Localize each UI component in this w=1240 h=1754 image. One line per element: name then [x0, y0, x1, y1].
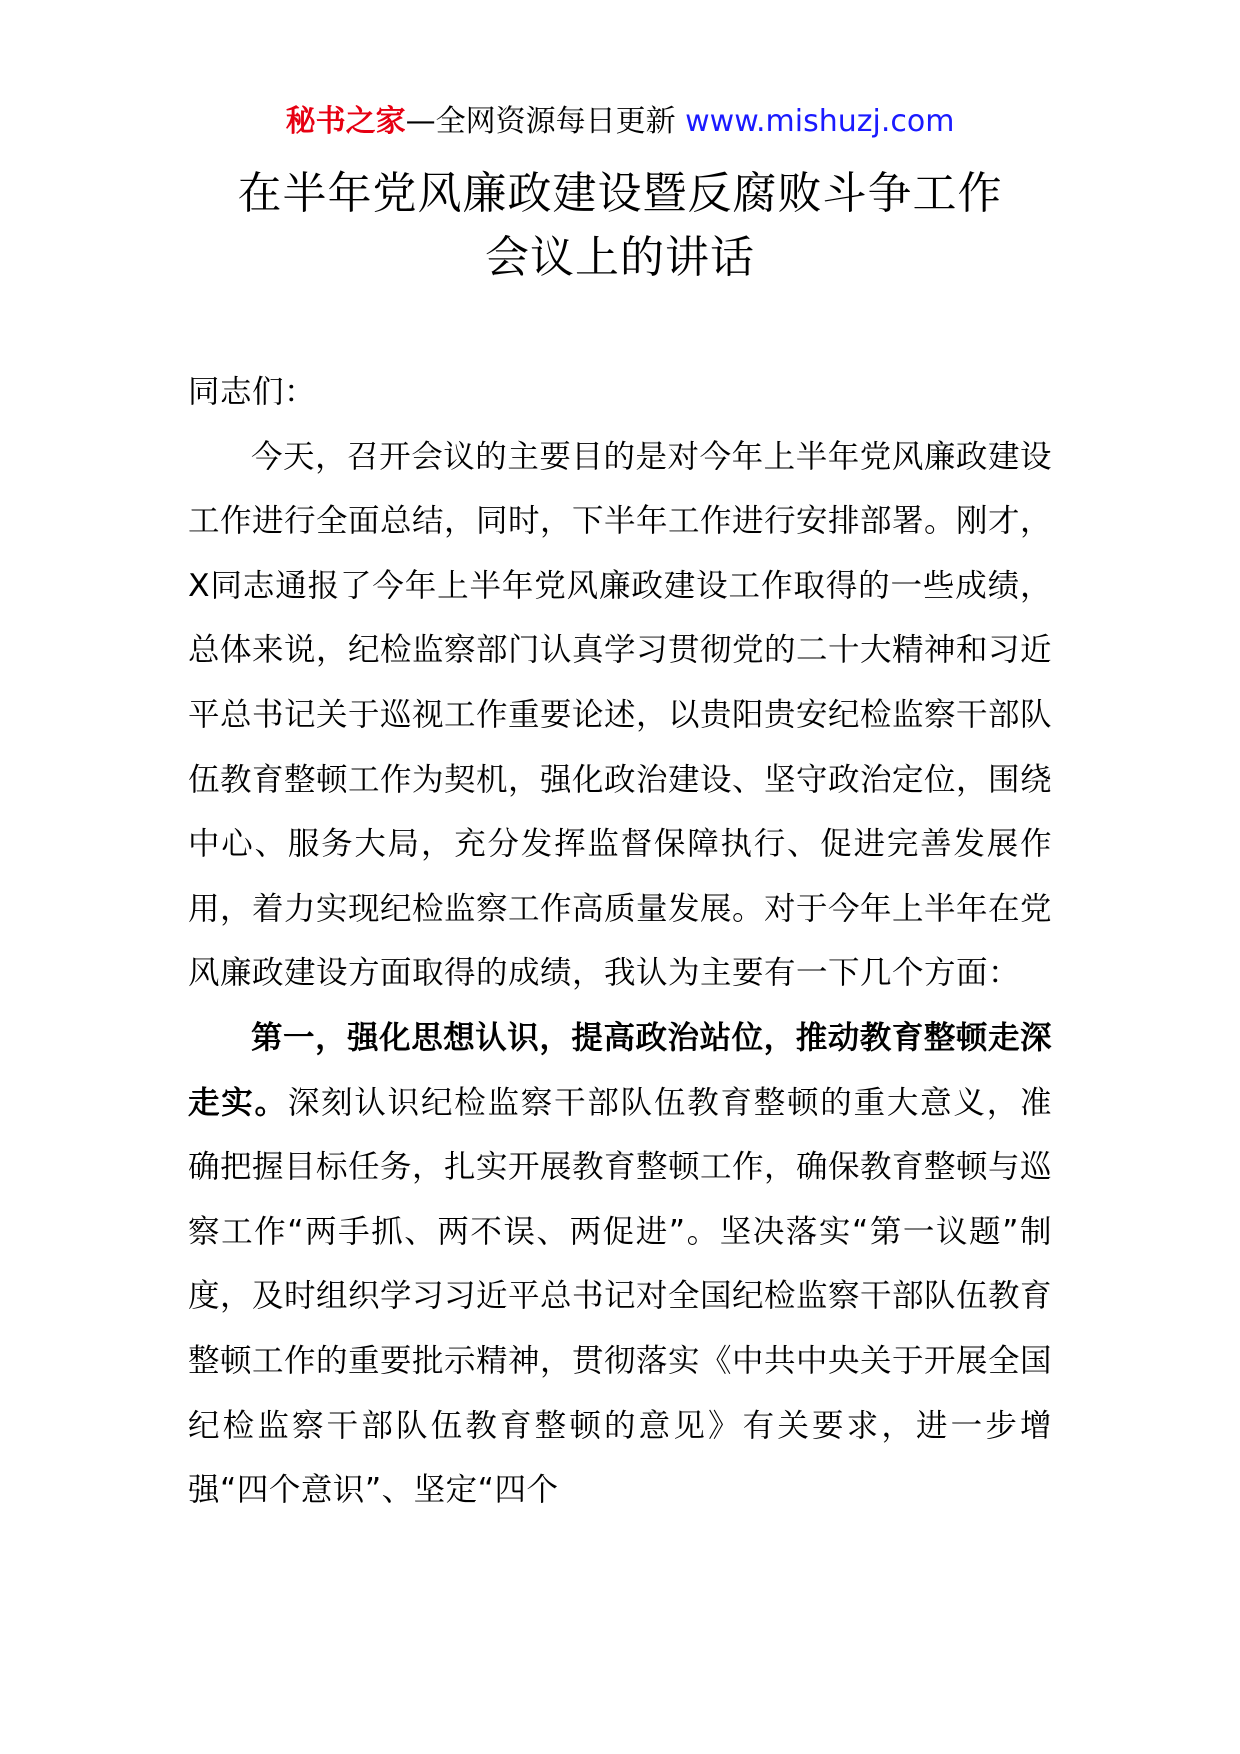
site-header — [0, 100, 1240, 144]
paragraph-2-text: 深刻认识纪检监察干部队伍教育整顿的重大意义，准确把握目标任务，扎实开展教育整顿工作，确保教育整顿与巡察工作“两手抓、两不误、两促进”。坚决落实“第一议题”制度，及时组织学习习近平总书记对全国纪检监察干部队伍教育整顿工作的重要批示精神，贯彻落实《中共中央关于开展全国纪检监察干部队伍教育整顿的意见》有关要求，进一步增强“四个意识”、坚定“四个 — [188, 1084, 1053, 1509]
title-line-1: 在半年党风廉政建设暨反腐败斗争工作 — [237, 168, 1003, 219]
paragraph-1 — [188, 425, 1052, 1006]
document-title — [0, 162, 1240, 290]
document-body — [188, 360, 1052, 1523]
paragraph-1-text: 今天，召开会议的主要目的是对今年上半年党风廉政建设工作进行全面总结，同时，下半年工作进行安排部署。刚才，X同志通报了今年上半年党风廉政建设工作取得的一些成绩，总体来说，纪检监察部门认真学习贯彻党的二十大精神和习近平总书记关于巡视工作重要论述，以贵阳贵安纪检监察干部队伍教育整顿工作为契机，强化政治建设、坚守政治定位，围绕中心、服务大局，充分发挥监督保障执行、促进完善发展作用，着力实现纪检监察工作高质量发展。对于今年上半年在党风廉政建设方面取得的成绩，我认为主要有一下几个方面： — [188, 438, 1053, 992]
title-line-2: 会议上的讲话 — [485, 232, 755, 283]
brand-name: 秘书之家 — [285, 104, 406, 139]
paragraph-2 — [188, 1006, 1052, 1523]
paragraph-2-lead: 第一，强化思想认识，提高政治站位，推动教育整顿走深走实。 — [188, 1019, 1052, 1121]
site-tagline: —全网资源每日更新 — [405, 104, 686, 139]
salutation: 同志们： — [188, 374, 317, 410]
site-url[interactable]: www.mishuzj.com — [685, 104, 955, 139]
